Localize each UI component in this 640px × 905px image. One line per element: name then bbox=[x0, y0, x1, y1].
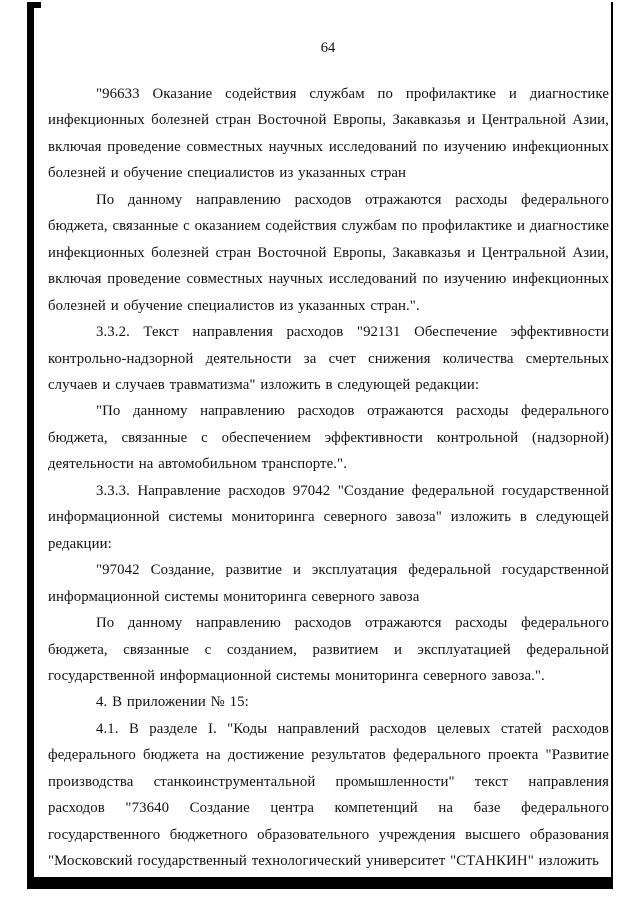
paragraph: 4.1. В разделе I. "Коды направлений расходов целевых статей расходов федерального бюджета на достижение результатов федерального проекта "Развитие производства станкоинструментальной промышленности" текст направления расходов "73640 Создание центра компетенций на базе федерального государственного бюджетного образовательного учреждения высшего образования "Московский государственный технологический университет "СТАНКИН" изложить bbox=[48, 720, 609, 870]
scan-artifact-left-bar bbox=[27, 6, 34, 889]
document-body bbox=[48, 81, 609, 875]
scan-artifact-bottom-bar bbox=[27, 877, 613, 889]
paragraph: По данному направлению расходов отражаются расходы федерального бюджета, связанные с оказанием содействия службам по профилактике и диагностике инфекционных болезней стран Восточной Европы, Закавказья и Центральной Азии, включая проведение совместных научных исследований по изучению инфекционных болезней и обучение специалистов из указанных стран.". bbox=[48, 191, 609, 314]
paragraph: 3.3.3. Направление расходов 97042 "Создание федеральной государственной информационной системы мониторинга северного завоза" изложить в следующей редакции: bbox=[48, 482, 609, 552]
paragraph: По данному направлению расходов отражаются расходы федерального бюджета, связанные с созданием, развитием и эксплуатацией федеральной государственной информационной системы мониторинга северного завоза.". bbox=[48, 615, 609, 684]
paragraph: 4. В приложении № 15: bbox=[96, 694, 249, 711]
paragraph: "По данному направлению расходов отражаются расходы федерального бюджета, связанные с обеспечением эффективности контрольной (надзорной) деятельности на автомобильном транспорте.". bbox=[48, 403, 609, 473]
scan-artifact-top-left-mark bbox=[27, 2, 41, 8]
paragraph: "96633 Оказание содействия службам по профилактике и диагностике инфекционных болезней стран Восточной Европы, Закавказья и Центральной Азии, включая проведение совместных научных исследований по изучению инфекционных болезней и обучение специалистов из указанных стран bbox=[48, 86, 609, 182]
paragraph: 3.3.2. Текст направления расходов "92131 Обеспечение эффективности контрольно-надзорной деятельности за счет снижения количества смертельных случаев и случаев травматизма" изложить в следующей редакции: bbox=[48, 324, 609, 393]
page-number: 64 bbox=[320, 40, 336, 56]
paragraph: "97042 Создание, развитие и эксплуатация федеральной государственной информационной системы мониторинга северного завоза bbox=[48, 562, 609, 605]
scan-artifact-right-line bbox=[611, 2, 613, 878]
